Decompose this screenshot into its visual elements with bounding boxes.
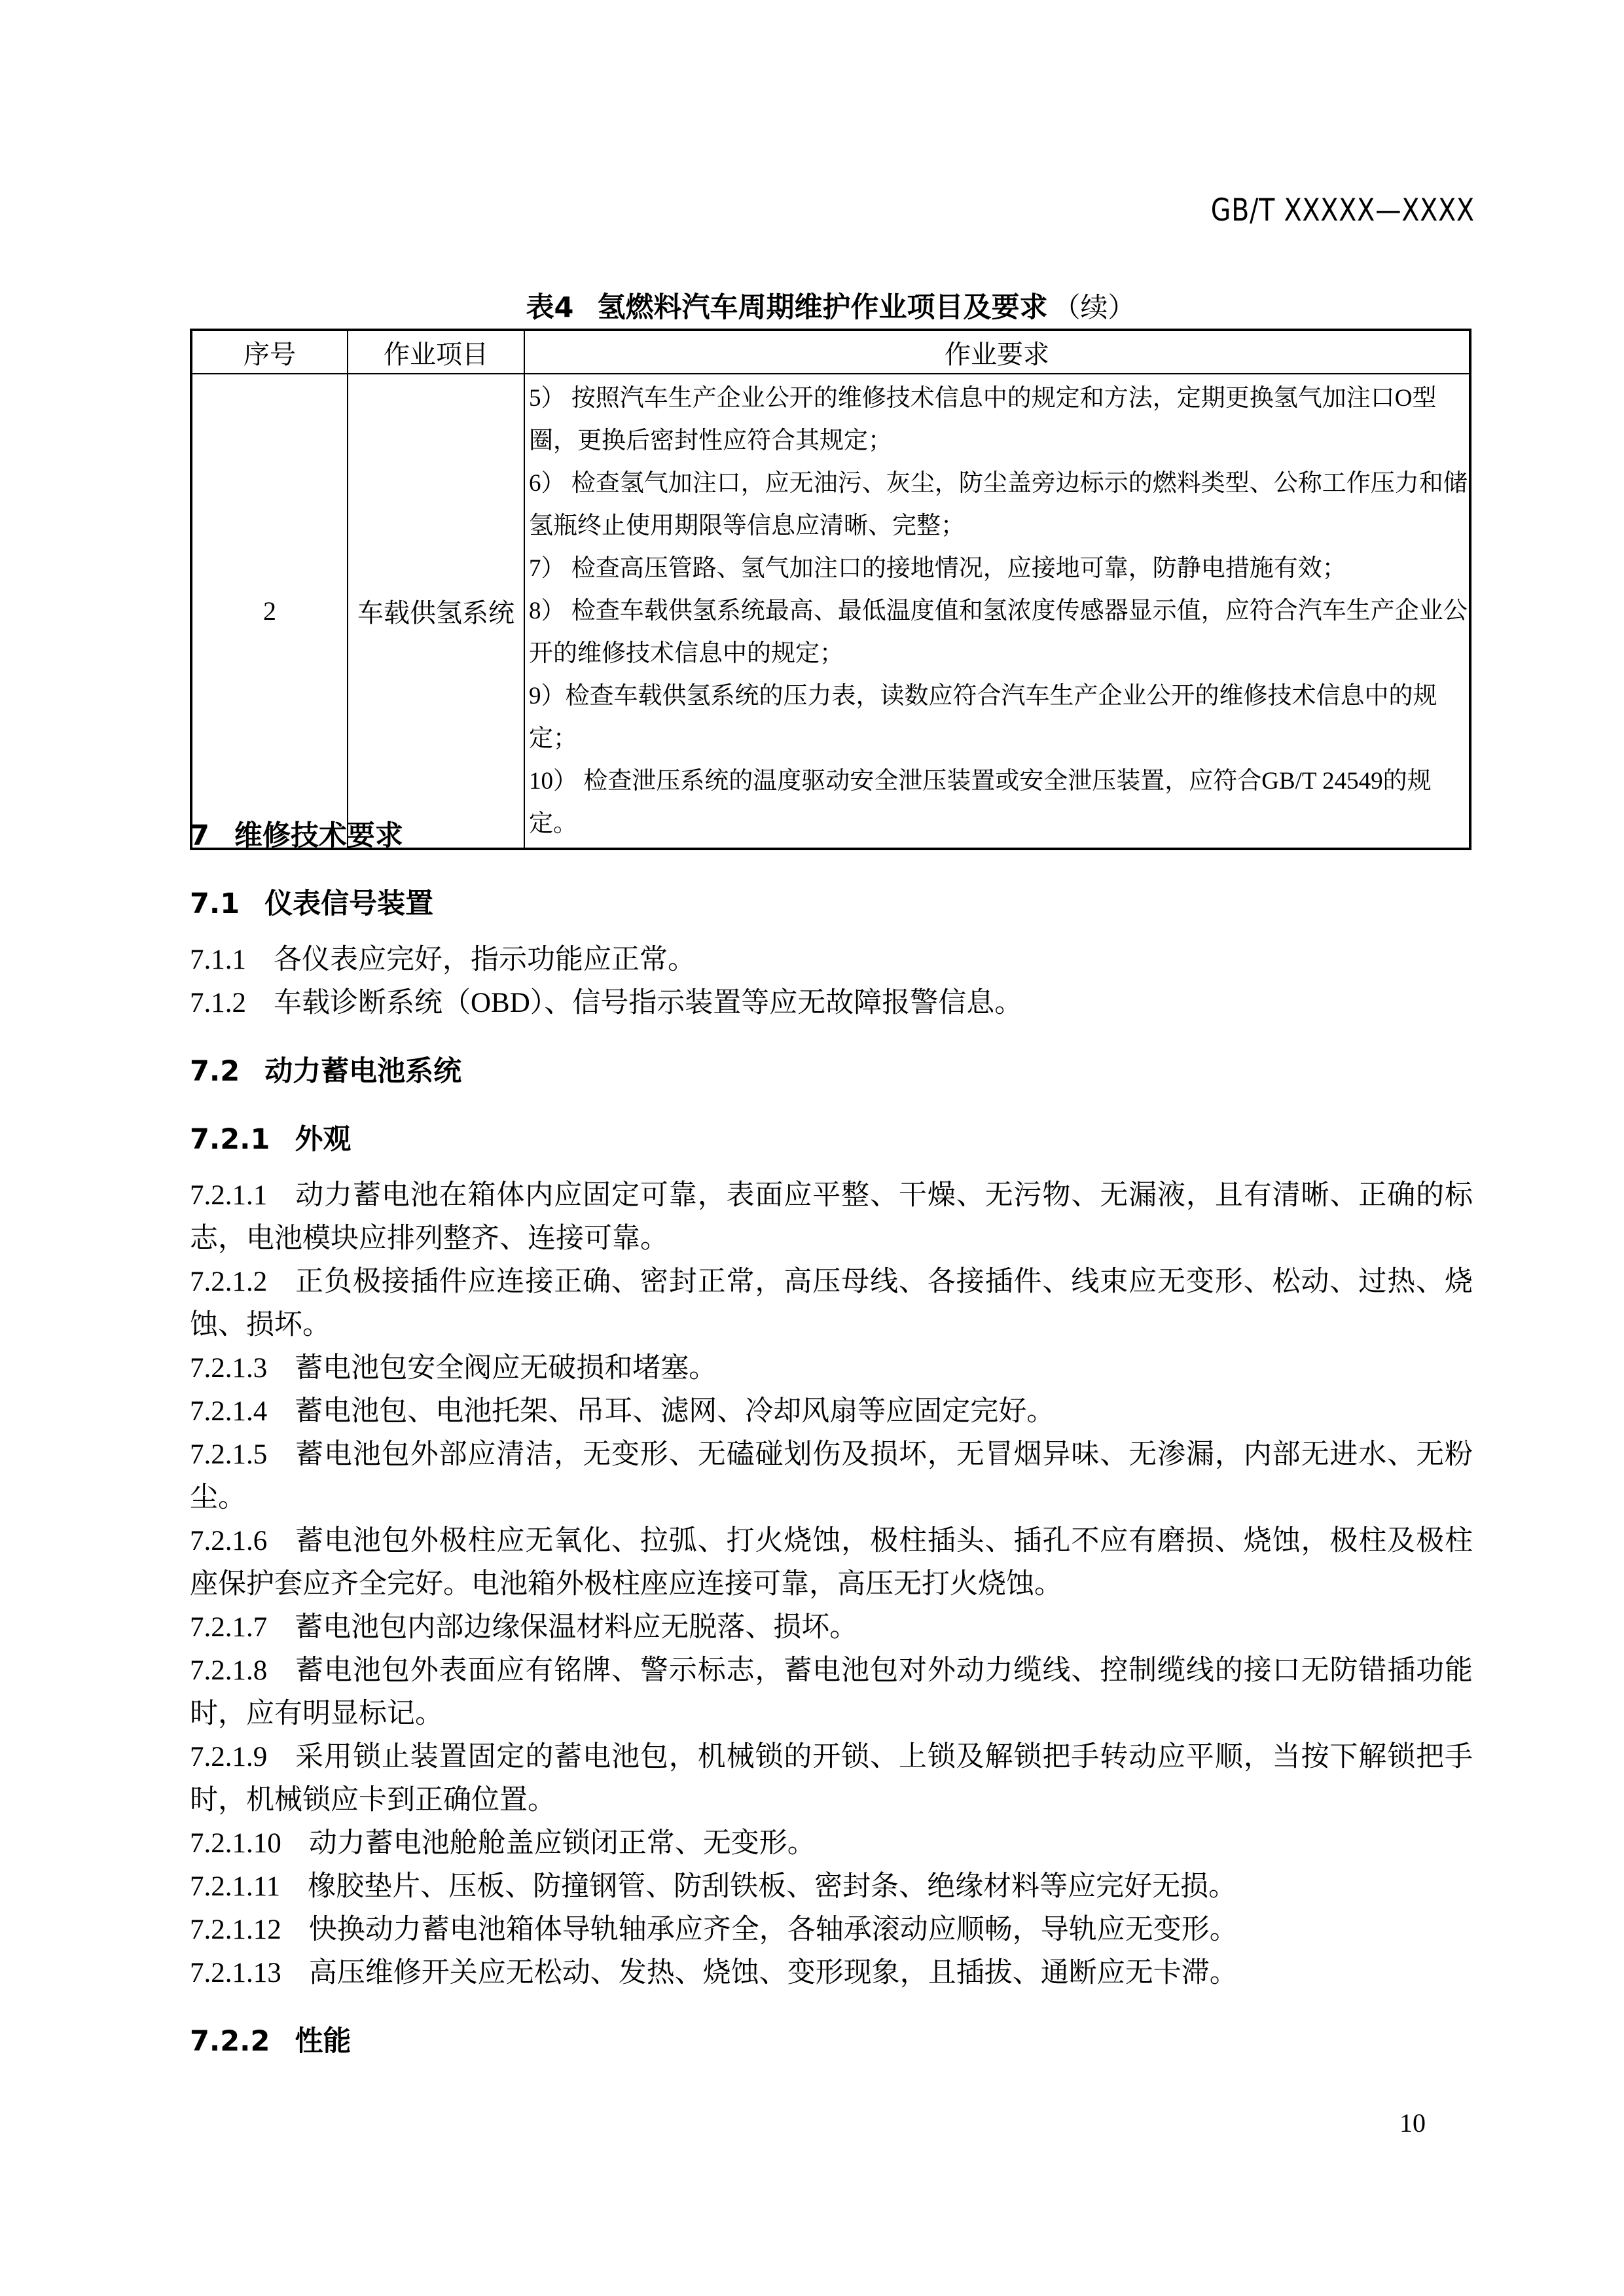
clause-number: 7.1.1 — [190, 944, 246, 975]
page-number: 10 — [1399, 2108, 1426, 2138]
clause-7-2-1-12 — [190, 1909, 1473, 1952]
clause-7-2-1-11 — [190, 1865, 1473, 1909]
clause-text: 动力蓄电池舱舱盖应锁闭正常、无变形。 — [308, 1828, 816, 1859]
section-heading-7-1 — [190, 882, 1473, 925]
clause-text: 正负极接插件应连接正确、密封正常，高压母线、各接插件、线束应无变形、松动、过热、烧蚀、损坏。 — [190, 1266, 1473, 1340]
clause-number: 7.2.1.1 — [190, 1180, 268, 1211]
clause-number: 7.2.1.11 — [190, 1871, 281, 1902]
column-header-item: 作业项目 — [348, 330, 524, 374]
clause-number: 7.2.1.4 — [190, 1396, 268, 1427]
section-title: 动力蓄电池系统 — [264, 1055, 462, 1088]
section-number: 7 — [190, 819, 209, 852]
table-cell-item: 车载供氢系统 — [348, 374, 524, 849]
section-number: 7.2.1 — [190, 1123, 270, 1156]
clause-text: 车载诊断系统（OBD）、信号指示装置等应无故障报警信息。 — [274, 988, 1023, 1018]
section-number: 7.2.2 — [190, 2025, 270, 2058]
clause-text: 橡胶垫片、压板、防撞钢管、防刮铁板、密封条、绝缘材料等应完好无损。 — [308, 1871, 1237, 1902]
clause-7-2-1-7 — [190, 1606, 1473, 1649]
clause-number: 7.2.1.3 — [190, 1353, 268, 1384]
clause-7-2-1-8 — [190, 1649, 1473, 1736]
clause-text: 蓄电池包内部边缘保温材料应无脱落、损坏。 — [295, 1612, 858, 1643]
section-heading-7-2 — [190, 1050, 1473, 1093]
clause-text: 蓄电池包外部应清洁，无变形、无磕碰划伤及损坏，无冒烟异味、无渗漏，内部无进水、无粉尘。 — [190, 1439, 1473, 1513]
clause-number: 7.2.1.9 — [190, 1742, 268, 1772]
requirement-item: 10） 检查泄压系统的温度驱动安全泄压装置或安全泄压装置，应符合GB/T 24549的规定。 — [529, 768, 1432, 837]
clause-text: 高压维修开关应无松动、发热、烧蚀、变形现象，且插拔、通断应无卡滞。 — [308, 1958, 1238, 1988]
requirement-item: 7） 检查高压管路、氢气加注口的接地情况，应接地可靠，防静电措施有效； — [529, 555, 1346, 582]
clause-7-2-1-1 — [190, 1174, 1473, 1261]
requirement-item: 8） 检查车载供氢系统最高、最低温度值和氢浓度传感器显示值，应符合汽车生产企业公开的维修技术信息中的规定； — [529, 598, 1468, 667]
table-caption — [190, 285, 1471, 325]
clause-7-2-1-9 — [190, 1736, 1473, 1822]
clause-number: 7.2.1.10 — [190, 1828, 281, 1859]
document-body-sections — [190, 814, 1473, 2076]
clause-text: 动力蓄电池在箱体内应固定可靠，表面应平整、干燥、无污物、无漏液，且有清晰、正确的标志，电池模块应排列整齐、连接可靠。 — [190, 1180, 1473, 1254]
clause-7-2-1-3 — [190, 1347, 1473, 1390]
table-row — [191, 374, 1470, 849]
clause-7-2-1-10 — [190, 1822, 1473, 1865]
column-header-req: 作业要求 — [524, 330, 1470, 374]
section-heading-7 — [190, 814, 1473, 857]
clause-7-2-1-5 — [190, 1433, 1473, 1520]
table-caption-text: 氢燃料汽车周期维护作业项目及要求 — [597, 291, 1048, 324]
clause-7-1-1 — [190, 939, 1473, 982]
standard-code-header: GB/T XXXXX—XXXX — [1210, 192, 1475, 228]
clause-7-2-1-4 — [190, 1390, 1473, 1433]
section-heading-7-2-1 — [190, 1118, 1473, 1161]
table-cell-requirements — [524, 374, 1470, 849]
clause-text: 蓄电池包外表面应有铭牌、警示标志，蓄电池包对外动力缆线、控制缆线的接口无防错插功能时，应有明显标记。 — [190, 1655, 1473, 1729]
clause-text: 采用锁止装置固定的蓄电池包，机械锁的开锁、上锁及解锁把手转动应平顺，当按下解锁把手时，机械锁应卡到正确位置。 — [190, 1742, 1473, 1816]
table-header-row — [191, 330, 1470, 374]
clause-text: 蓄电池包外极柱应无氧化、拉弧、打火烧蚀，极柱插头、插孔不应有磨损、烧蚀，极柱及极柱座保护套应齐全完好。电池箱外极柱座应连接可靠，高压无打火烧蚀。 — [190, 1526, 1473, 1600]
clause-number: 7.2.1.12 — [190, 1914, 281, 1945]
maintenance-requirements-table — [190, 329, 1471, 850]
table-caption-number: 表4 — [526, 291, 574, 324]
clause-7-2-1-2 — [190, 1261, 1473, 1347]
section-title: 性能 — [295, 2025, 352, 2058]
section-title: 仪表信号装置 — [264, 888, 434, 920]
clause-number: 7.2.1.8 — [190, 1655, 268, 1686]
clause-number: 7.1.2 — [190, 988, 246, 1018]
clause-7-2-1-6 — [190, 1520, 1473, 1606]
section-number: 7.2 — [190, 1055, 240, 1088]
requirement-item: 5） 按照汽车生产企业公开的维修技术信息中的规定和方法，定期更换氢气加注口O型圈，更换后密封性应符合其规定； — [529, 385, 1437, 454]
clause-number: 7.2.1.7 — [190, 1612, 268, 1643]
clause-7-2-1-13 — [190, 1952, 1473, 1995]
clause-number: 7.2.1.5 — [190, 1439, 268, 1470]
clause-text: 蓄电池包、电池托架、吊耳、滤网、冷却风扇等应固定完好。 — [295, 1396, 1055, 1427]
clause-number: 7.2.1.2 — [190, 1266, 268, 1297]
section-heading-7-2-2 — [190, 2020, 1473, 2063]
section-title: 维修技术要求 — [234, 819, 403, 852]
section-title: 外观 — [295, 1123, 352, 1156]
clause-text: 蓄电池包安全阀应无破损和堵塞。 — [295, 1353, 717, 1384]
requirement-item: 9）检查车载供氢系统的压力表，读数应符合汽车生产企业公开的维修技术信息中的规定； — [529, 683, 1437, 752]
clause-7-1-2 — [190, 982, 1473, 1025]
requirement-item: 6） 检查氢气加注口，应无油污、灰尘，防尘盖旁边标示的燃料类型、公称工作压力和储氢瓶终止使用期限等信息应清晰、完整； — [529, 470, 1468, 539]
clause-number: 7.2.1.13 — [190, 1958, 281, 1988]
clause-number: 7.2.1.6 — [190, 1526, 268, 1556]
table-cell-seq: 2 — [191, 374, 348, 849]
clause-text: 快换动力蓄电池箱体导轨轴承应齐全，各轴承滚动应顺畅，导轨应无变形。 — [308, 1914, 1238, 1945]
clause-text: 各仪表应完好，指示功能应正常。 — [274, 944, 696, 975]
table-caption-continued: （续） — [1053, 293, 1136, 323]
section-number: 7.1 — [190, 888, 240, 920]
column-header-seq: 序号 — [191, 330, 348, 374]
